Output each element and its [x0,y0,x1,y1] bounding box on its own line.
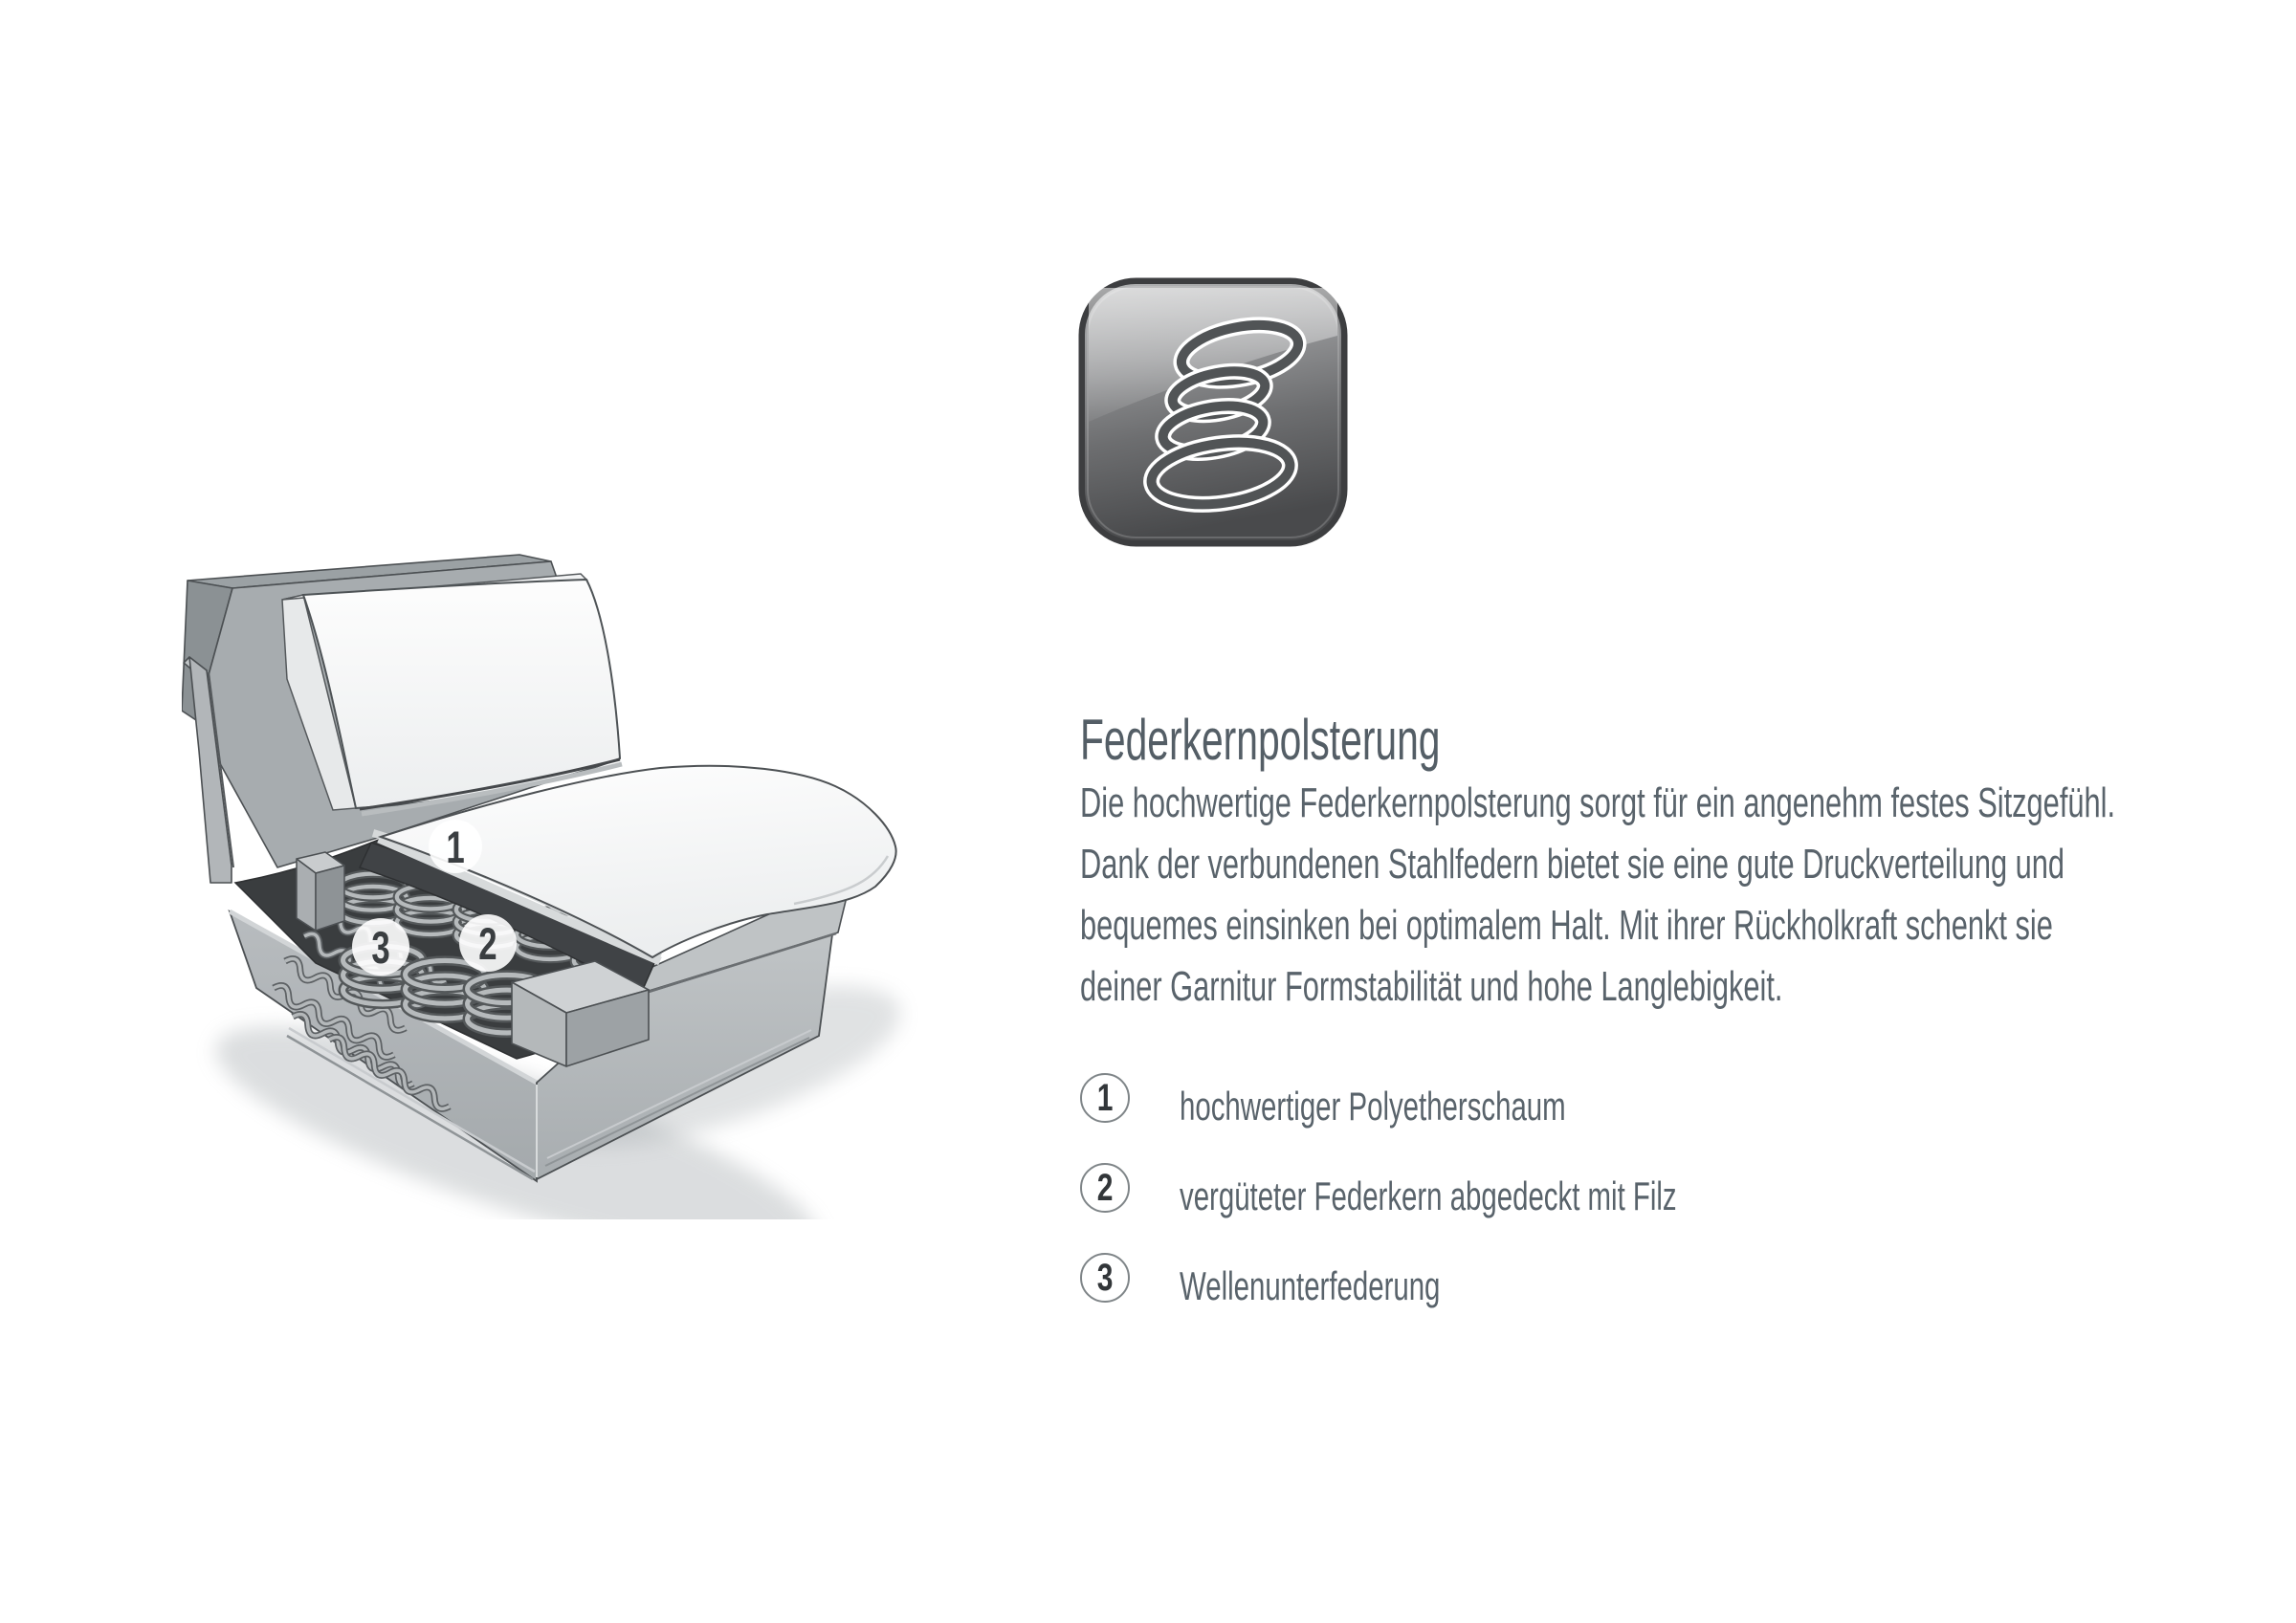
callout-2-number: 2 [478,918,497,970]
legend-number-badge: 1 [1080,1073,1130,1123]
legend-number-badge: 3 [1080,1253,1130,1303]
spring-coil-icon [1077,276,1349,548]
callout-1 [429,820,482,873]
callout-1-number: 1 [446,822,465,873]
legend-label: hochwertiger Polyetherschaum [1180,1084,1566,1129]
legend-item [1080,1253,1889,1308]
paragraph-line: deiner Garnitur Formstabilität und hohe Langlebigkeit. [1080,963,1783,1010]
legend-item [1080,1073,1889,1129]
legend-item [1080,1163,1889,1218]
page-title: Federkernpolsterung [1080,708,1441,773]
callout-3-number: 3 [371,922,390,974]
paragraph-line: bequemes einsinken bei optimalem Halt. Mit ihrer Rückholkraft schenkt sie [1080,902,2053,949]
callout-3 [352,918,409,976]
callout-2 [459,914,517,972]
sofa-cutaway-illustration [182,550,918,1219]
paragraph-line: Dank der verbundenen Stahlfedern bietet sie eine gute Druckverteilung und [1080,841,2065,888]
legend [1080,1073,1889,1343]
legend-label: Wellenunterfederung [1180,1263,1441,1308]
paragraph-line: Die hochwertige Federkernpolsterung sorgt für ein angenehm festes Sitzgefühl. [1080,779,2116,826]
body-paragraph [1080,773,2296,1018]
legend-label: vergüteter Federkern abgedeckt mit Filz [1180,1173,1677,1218]
foam-block [297,852,344,931]
legend-number-badge: 2 [1080,1163,1130,1213]
